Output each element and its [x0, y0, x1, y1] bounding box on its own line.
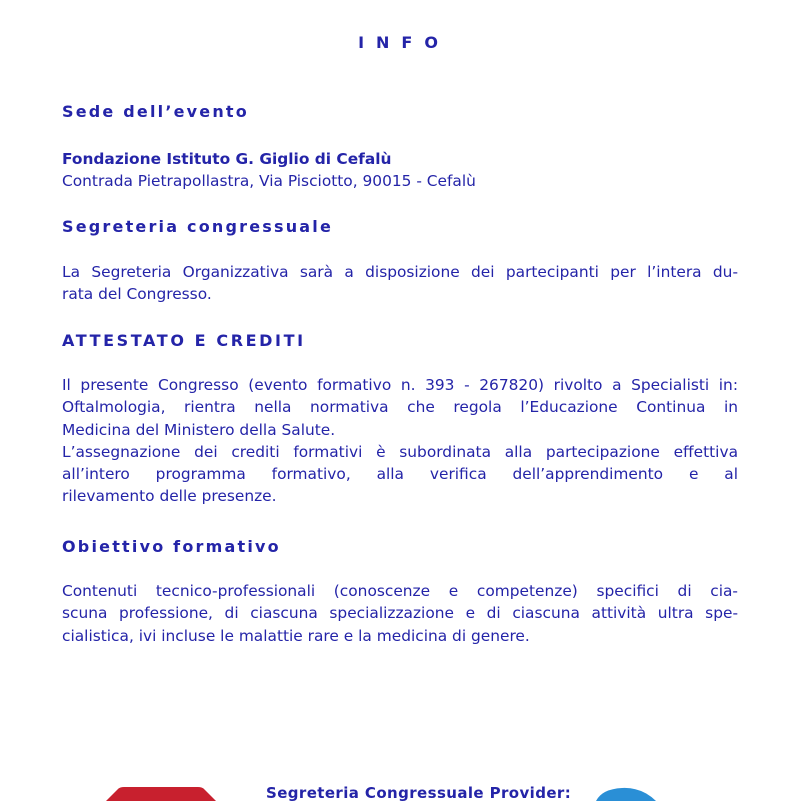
objective-section	[62, 537, 738, 557]
credits-line: rilevamento delle presenze.	[62, 487, 277, 506]
secretariat-line: rata del Congresso.	[62, 285, 212, 304]
credits-heading: ATTESTATO E CREDITI	[62, 331, 306, 350]
objective-line: cialistica, ivi incluse le malattie rare e la medicina di genere.	[62, 626, 530, 645]
credits-line: Oftalmologia, rientra nella normativa che regola l’Educazione Continua in	[62, 398, 738, 417]
secretariat-heading: Segreteria congressuale	[62, 217, 334, 236]
credits-line: Medicina del Ministero della Salute.	[62, 420, 336, 439]
provider-logo-left	[96, 786, 226, 805]
venue-heading: Sede dell’evento	[62, 102, 249, 121]
secretariat-section	[62, 217, 738, 237]
credits-section	[62, 331, 738, 351]
logo-right-icon	[592, 787, 662, 801]
page-title: INFO	[358, 33, 450, 52]
objective-heading: Obiettivo formativo	[62, 537, 281, 556]
credits-line: all’intero programma formativo, alla verifica dell’apprendimento e al	[62, 465, 738, 484]
venue-name: Fondazione Istituto G. Giglio di Cefalù	[62, 150, 392, 168]
venue-details	[62, 148, 738, 192]
credits-text	[62, 374, 738, 508]
provider-logo-right	[592, 786, 662, 805]
provider-label: Segreteria Congressuale Provider:	[266, 784, 572, 802]
secretariat-line: La Segreteria Organizzativa sarà a disposizione dei partecipanti per l’intera du-	[62, 263, 738, 281]
venue-section	[62, 102, 738, 122]
objective-text	[62, 580, 738, 647]
objective-line: scuna professione, di ciascuna specializzazione e di ciascuna attività ultra spe-	[62, 604, 738, 623]
venue-address: Contrada Pietrapollastra, Via Pisciotto, 90015 - Cefalù	[62, 172, 476, 190]
credits-line: Il presente Congresso (evento formativo n. 393 - 267820) rivolto a Specialisti in:	[62, 376, 738, 394]
credits-line: L’assegnazione dei crediti formativi è subordinata alla partecipazione effettiva	[62, 442, 738, 461]
secretariat-text	[62, 261, 738, 306]
logo-left-icon	[96, 787, 226, 801]
objective-line: Contenuti tecnico-professionali (conoscenze e competenze) specifici di cia-	[62, 582, 738, 600]
